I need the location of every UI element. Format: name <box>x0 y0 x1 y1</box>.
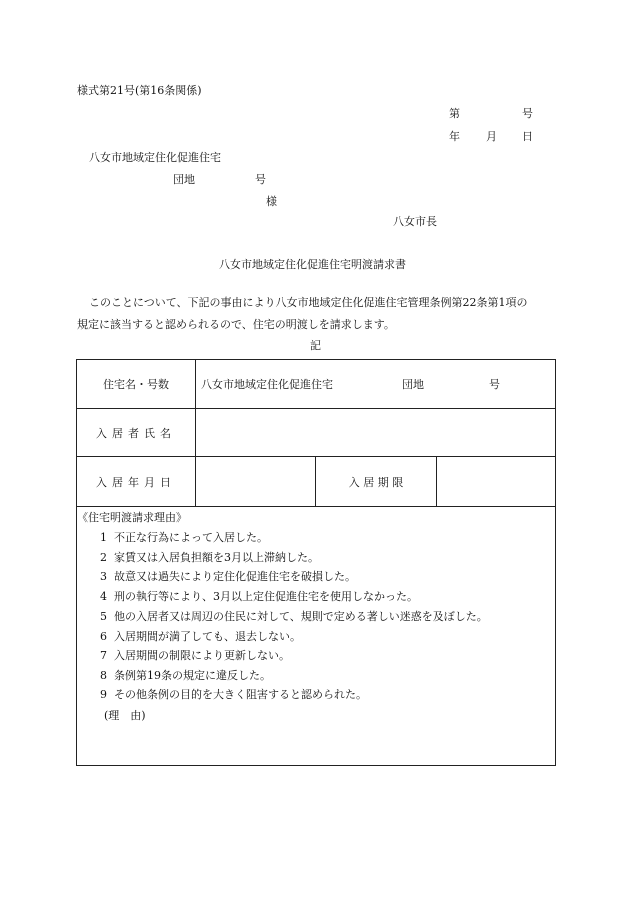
label-period <box>316 457 437 506</box>
value-move-in-date <box>196 457 316 506</box>
row-resident-name <box>77 409 555 457</box>
reason-num: 4 <box>100 590 107 603</box>
reason-text: 他の入居者又は周辺の住民に対して、規則で定める著しい迷惑を及ぼした。 <box>114 610 488 623</box>
reason-text: 不正な行為によって入居した。 <box>114 531 268 544</box>
addressee-honorific: 様 <box>266 195 277 208</box>
value-resident-name <box>196 409 555 456</box>
request-table <box>76 359 556 766</box>
addressee-housing-name: 八女市地域定住化促進住宅 <box>89 151 221 164</box>
label-move-in-date-text: 入居年月日 <box>96 475 176 489</box>
label-resident-name-text: 入居者氏名 <box>96 426 176 440</box>
reason-text: その他条例の目的を大きく阻害すると認められた。 <box>114 688 367 701</box>
reason-num: 6 <box>100 630 107 643</box>
reason-text: 刑の執行等により、3月以上定住促進住宅を使用しなかった。 <box>114 590 418 603</box>
reason-text: 故意又は過失により定住化促進住宅を破損した。 <box>114 570 356 583</box>
value-estate-text: 団地 <box>402 378 424 391</box>
number-suffix: 号 <box>522 107 533 120</box>
document-title: 八女市地域定住化促進住宅明渡請求書 <box>219 258 406 271</box>
sender: 八女市長 <box>393 215 437 228</box>
value-period <box>437 457 555 506</box>
reasons-section <box>77 507 555 765</box>
value-housing-name <box>196 360 555 408</box>
row-housing <box>77 360 555 409</box>
reason-num: 7 <box>100 649 107 662</box>
date-month: 月 <box>486 130 497 143</box>
label-period-text: 入 居 期 限 <box>348 475 404 489</box>
label-move-in-date <box>77 457 196 506</box>
reason-label: (理 由) <box>104 709 146 722</box>
reason-text: 入居期間の制限により更新しない。 <box>114 649 290 662</box>
reason-text: 入居期間が満了しても、退去しない。 <box>114 630 301 643</box>
addressee-estate: 団地 <box>173 173 195 186</box>
reason-num: 1 <box>100 531 107 544</box>
reason-num: 3 <box>100 570 107 583</box>
body-line-2: 規定に該当すると認められるので、住宅の明渡しを請求します。 <box>77 318 395 331</box>
ki-mark: 記 <box>310 339 321 352</box>
date-year: 年 <box>449 130 460 143</box>
value-housing-text: 八女市地域定住化促進住宅 <box>201 378 333 391</box>
form-number: 様式第21号(第16条関係) <box>77 84 202 97</box>
label-resident-name <box>77 409 196 456</box>
label-housing-name-text: 住宅名・号数 <box>103 378 169 391</box>
reason-num: 9 <box>100 688 107 701</box>
reason-num: 2 <box>100 551 107 564</box>
body-line-1: このことについて、下記の事由により八女市地域定住化促進住宅管理条例第22条第1項の <box>89 296 528 309</box>
reason-num: 5 <box>100 610 107 623</box>
date-day: 日 <box>522 130 533 143</box>
reasons-heading: 《住宅明渡請求理由》 <box>77 511 187 524</box>
reason-text: 家賃又は入居負担額を3月以上滞納した。 <box>114 551 319 564</box>
value-unit-text: 号 <box>489 378 500 391</box>
label-housing-name <box>77 360 196 408</box>
reason-text: 条例第19条の規定に違反した。 <box>114 669 271 682</box>
addressee-unit: 号 <box>255 173 266 186</box>
row-move-in <box>77 457 555 507</box>
reason-num: 8 <box>100 669 107 682</box>
number-prefix: 第 <box>449 107 460 120</box>
